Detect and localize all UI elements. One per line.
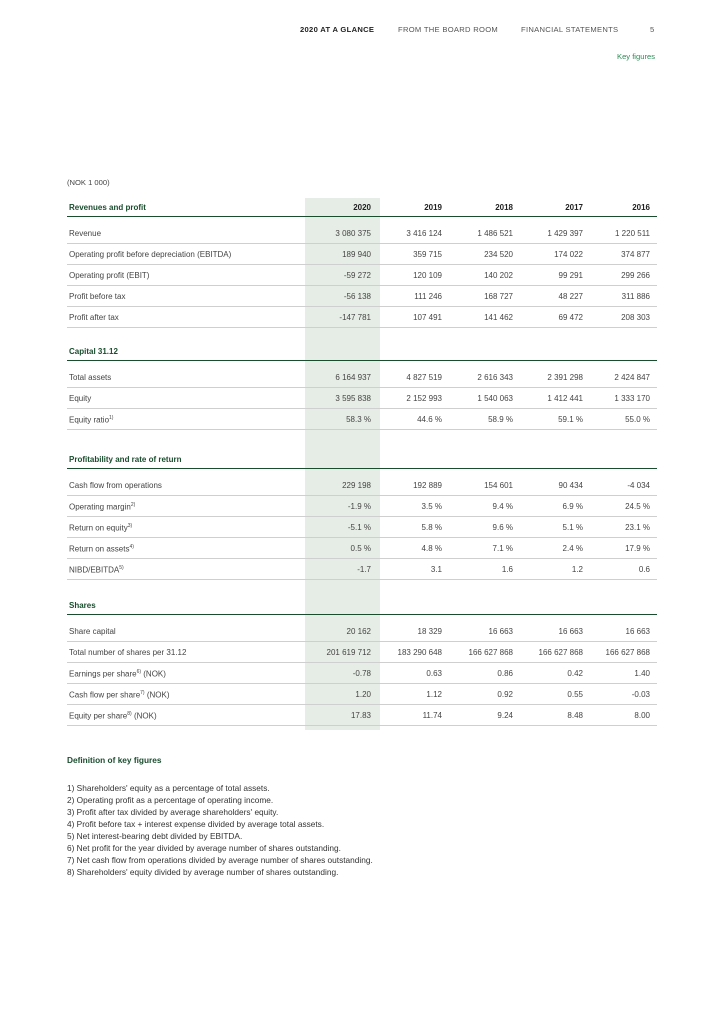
value-cell: 5.8 % xyxy=(421,523,442,532)
row-label xyxy=(69,394,91,403)
table-row xyxy=(67,621,657,642)
value-cell: 7.1 % xyxy=(492,544,513,553)
value-cell: 17.9 % xyxy=(625,544,650,553)
value-cell: 48 227 xyxy=(558,292,583,301)
row-label-text: Profit before tax xyxy=(69,292,126,301)
table-row xyxy=(67,409,657,430)
row-label-text: Profit after tax xyxy=(69,313,119,322)
value-cell: 1 486 521 xyxy=(477,229,513,238)
footnote-marker: 4) xyxy=(129,544,134,550)
unit-label: (NOK 1 000) xyxy=(67,178,110,187)
value-cell: 120 109 xyxy=(413,271,442,280)
top-navigation xyxy=(0,25,724,39)
year-header: 2018 xyxy=(495,203,513,212)
definitions-title: Definition of key figures xyxy=(67,755,162,765)
section-header xyxy=(67,596,657,615)
value-cell: 16 663 xyxy=(558,627,583,636)
year-header: 2017 xyxy=(565,203,583,212)
value-cell: 4 827 519 xyxy=(406,373,442,382)
value-cell: 99 291 xyxy=(558,271,583,280)
value-cell: 2 616 343 xyxy=(477,373,513,382)
table-row xyxy=(67,559,657,580)
section-2 xyxy=(67,342,657,430)
definition-item: 4) Profit before tax + interest expense divided by average total assets. xyxy=(67,819,325,829)
value-cell: 59.1 % xyxy=(558,415,583,424)
table-row xyxy=(67,663,657,684)
nav-at-a-glance[interactable]: 2020 AT A GLANCE xyxy=(300,25,375,34)
table-row xyxy=(67,367,657,388)
value-cell: -1.7 xyxy=(357,565,371,574)
row-label-text: Total assets xyxy=(69,373,112,382)
section-link-key-figures[interactable]: Key figures xyxy=(617,52,655,61)
value-cell: 4.8 % xyxy=(421,544,442,553)
definition-item: 6) Net profit for the year divided by average number of shares outstanding. xyxy=(67,843,341,853)
row-label-text: Operating profit before depreciation (EBITDA) xyxy=(69,250,232,259)
value-cell: 311 886 xyxy=(621,292,650,301)
value-cell: 192 889 xyxy=(413,481,442,490)
value-cell: 8.00 xyxy=(634,711,650,720)
value-cell: 229 198 xyxy=(342,481,371,490)
row-label xyxy=(69,415,113,425)
value-cell: 0.6 xyxy=(638,565,650,574)
value-cell: -5.1 % xyxy=(347,523,371,532)
value-cell: 166 627 868 xyxy=(605,648,650,657)
value-cell: 374 877 xyxy=(621,250,650,259)
table-row xyxy=(67,244,657,265)
value-cell: -0.03 xyxy=(631,690,650,699)
row-label xyxy=(69,648,186,657)
table-row xyxy=(67,223,657,244)
value-cell: 0.5 % xyxy=(350,544,371,553)
table-row xyxy=(67,642,657,663)
row-label xyxy=(69,565,124,575)
value-cell: -59 272 xyxy=(343,271,371,280)
value-cell: 1 412 441 xyxy=(547,394,583,403)
value-cell: 174 022 xyxy=(554,250,583,259)
value-cell: 299 266 xyxy=(621,271,650,280)
value-cell: 3 416 124 xyxy=(406,229,442,238)
row-label-text: Equity ratio xyxy=(69,415,110,425)
nav-board-room[interactable]: FROM THE BOARD ROOM xyxy=(398,25,499,34)
definition-item: 8) Shareholders' equity divided by average number of shares outstanding. xyxy=(67,867,339,877)
section-4 xyxy=(67,596,657,726)
value-cell: 16 663 xyxy=(625,627,650,636)
value-cell: 3 595 838 xyxy=(335,394,371,403)
value-cell: 2 391 298 xyxy=(547,373,583,382)
section-title: Revenues and profit xyxy=(69,203,146,212)
value-cell: 208 303 xyxy=(621,313,650,322)
value-cell: 140 202 xyxy=(484,271,513,280)
row-label xyxy=(69,669,166,679)
row-label xyxy=(69,627,116,636)
definition-item: 1) Shareholders' equity as a percentage of total assets. xyxy=(67,783,270,793)
year-header: 2016 xyxy=(632,203,650,212)
value-cell: 3.5 % xyxy=(421,502,442,511)
value-cell: 23.1 % xyxy=(625,523,650,532)
footnote-marker: 1) xyxy=(109,415,114,421)
footnote-marker: 3) xyxy=(127,523,133,529)
row-label xyxy=(69,229,101,238)
row-label-text: Operating margin xyxy=(69,502,131,512)
row-label-text: Return on assets xyxy=(69,544,130,554)
value-cell: 166 627 868 xyxy=(468,648,513,657)
value-cell: 3 080 375 xyxy=(335,229,371,238)
value-cell: 58.9 % xyxy=(488,415,513,424)
section-title: Profitability and rate of return xyxy=(69,455,182,464)
value-cell: 359 715 xyxy=(413,250,442,259)
year-header: 2019 xyxy=(424,203,442,212)
value-cell: 3.1 xyxy=(430,565,442,574)
row-label-suffix: (NOK) xyxy=(141,669,166,679)
table-row xyxy=(67,496,657,517)
row-label-text: Equity xyxy=(69,394,92,403)
table-row xyxy=(67,388,657,409)
value-cell: 141 462 xyxy=(484,313,513,322)
value-cell: 0.55 xyxy=(567,690,583,699)
row-label-text: Earnings per share xyxy=(69,669,137,679)
row-label xyxy=(69,544,134,554)
value-cell: 2.4 % xyxy=(562,544,583,553)
table-row xyxy=(67,307,657,328)
section-header xyxy=(67,450,657,469)
value-cell: 111 246 xyxy=(414,292,442,301)
value-cell: 107 491 xyxy=(413,313,442,322)
row-label xyxy=(69,711,157,721)
row-label-text: Cash flow per share xyxy=(69,690,141,700)
value-cell: 234 520 xyxy=(484,250,513,259)
value-cell: 5.1 % xyxy=(562,523,583,532)
row-label-text: Operating profit (EBIT) xyxy=(69,271,150,280)
value-cell: 201 619 712 xyxy=(326,648,371,657)
table-row xyxy=(67,265,657,286)
table-row xyxy=(67,286,657,307)
footnote-marker: 6) xyxy=(136,669,142,675)
value-cell: 0.92 xyxy=(497,690,513,699)
section-header xyxy=(67,198,657,217)
value-cell: -56 138 xyxy=(343,292,371,301)
row-label xyxy=(69,271,149,280)
value-cell: 9.24 xyxy=(497,711,513,720)
value-cell: 90 434 xyxy=(558,481,583,490)
table-row xyxy=(67,538,657,559)
value-cell: 1.20 xyxy=(355,690,371,699)
table-row xyxy=(67,475,657,496)
value-cell: -0.78 xyxy=(352,669,371,678)
value-cell: 1 429 397 xyxy=(547,229,583,238)
table-row xyxy=(67,684,657,705)
section-title: Capital 31.12 xyxy=(69,347,118,356)
row-label xyxy=(69,373,111,382)
value-cell: -1.9 % xyxy=(347,502,371,511)
row-label-text: Share capital xyxy=(69,627,116,636)
value-cell: 189 940 xyxy=(342,250,371,259)
row-label-text: Total number of shares per 31.12 xyxy=(69,648,187,657)
row-label-text: NIBD/EBITDA xyxy=(69,565,120,575)
value-cell: 6.9 % xyxy=(562,502,583,511)
value-cell: 1 220 511 xyxy=(615,229,650,238)
row-label xyxy=(69,502,135,512)
value-cell: 1.6 xyxy=(501,565,513,574)
definitions xyxy=(67,755,567,878)
value-cell: 8.48 xyxy=(567,711,583,720)
footnote-marker: 7) xyxy=(140,690,145,696)
value-cell: 55.0 % xyxy=(625,415,650,424)
row-label xyxy=(69,523,132,533)
footnote-marker: 2) xyxy=(130,502,136,508)
value-cell: 1 333 170 xyxy=(614,394,650,403)
value-cell: 18 329 xyxy=(417,627,442,636)
value-cell: 1.40 xyxy=(634,669,650,678)
value-cell: 183 290 648 xyxy=(397,648,442,657)
nav-financial-statements[interactable]: FINANCIAL STATEMENTS xyxy=(521,25,619,34)
value-cell: 24.5 % xyxy=(625,502,650,511)
row-label-text: Cash flow from operations xyxy=(69,481,162,490)
row-label xyxy=(69,690,170,700)
definition-item: 2) Operating profit as a percentage of operating income. xyxy=(67,795,274,805)
section-header xyxy=(67,342,657,361)
year-header: 2020 xyxy=(353,203,371,212)
row-label-text: Return on equity xyxy=(69,523,128,533)
value-cell: 6 164 937 xyxy=(335,373,371,382)
value-cell: 16 663 xyxy=(488,627,513,636)
value-cell: 58.3 % xyxy=(346,415,371,424)
table-row xyxy=(67,705,657,726)
definition-item: 7) Net cash flow from operations divided by average number of shares outstanding. xyxy=(67,855,373,865)
definition-item: 5) Net interest-bearing debt divided by EBITDA. xyxy=(67,831,243,841)
value-cell: 2 152 993 xyxy=(406,394,442,403)
value-cell: 0.42 xyxy=(567,669,583,678)
page-number: 5 xyxy=(650,25,655,34)
section-1 xyxy=(67,198,657,328)
value-cell: 2 424 847 xyxy=(614,373,650,382)
row-label-text: Equity per share xyxy=(69,711,128,721)
value-cell: 0.63 xyxy=(426,669,442,678)
footnote-marker: 5) xyxy=(119,565,124,571)
value-cell: 168 727 xyxy=(484,292,513,301)
row-label-suffix: (NOK) xyxy=(144,690,170,700)
row-label xyxy=(69,313,119,322)
row-label xyxy=(69,250,231,259)
row-label xyxy=(69,481,162,490)
value-cell: 0.86 xyxy=(497,669,513,678)
value-cell: 44.6 % xyxy=(417,415,442,424)
footnote-marker: 8) xyxy=(127,711,132,717)
table-row xyxy=(67,517,657,538)
definition-item: 3) Profit after tax divided by average shareholders' equity. xyxy=(67,807,279,817)
row-label-suffix: (NOK) xyxy=(131,711,157,721)
value-cell: 17.83 xyxy=(350,711,371,720)
value-cell: 1.2 xyxy=(571,565,583,574)
value-cell: -147 781 xyxy=(339,313,371,322)
value-cell: 20 162 xyxy=(346,627,371,636)
value-cell: 166 627 868 xyxy=(538,648,583,657)
section-3 xyxy=(67,450,657,580)
value-cell: 69 472 xyxy=(558,313,583,322)
value-cell: 9.4 % xyxy=(492,502,513,511)
value-cell: 1 540 063 xyxy=(477,394,513,403)
section-title: Shares xyxy=(69,601,96,610)
value-cell: 11.74 xyxy=(422,711,442,720)
value-cell: -4 034 xyxy=(627,481,650,490)
value-cell: 1.12 xyxy=(426,690,442,699)
row-label xyxy=(69,292,125,301)
value-cell: 9.6 % xyxy=(492,523,513,532)
value-cell: 154 601 xyxy=(484,481,513,490)
row-label-text: Revenue xyxy=(69,229,102,238)
